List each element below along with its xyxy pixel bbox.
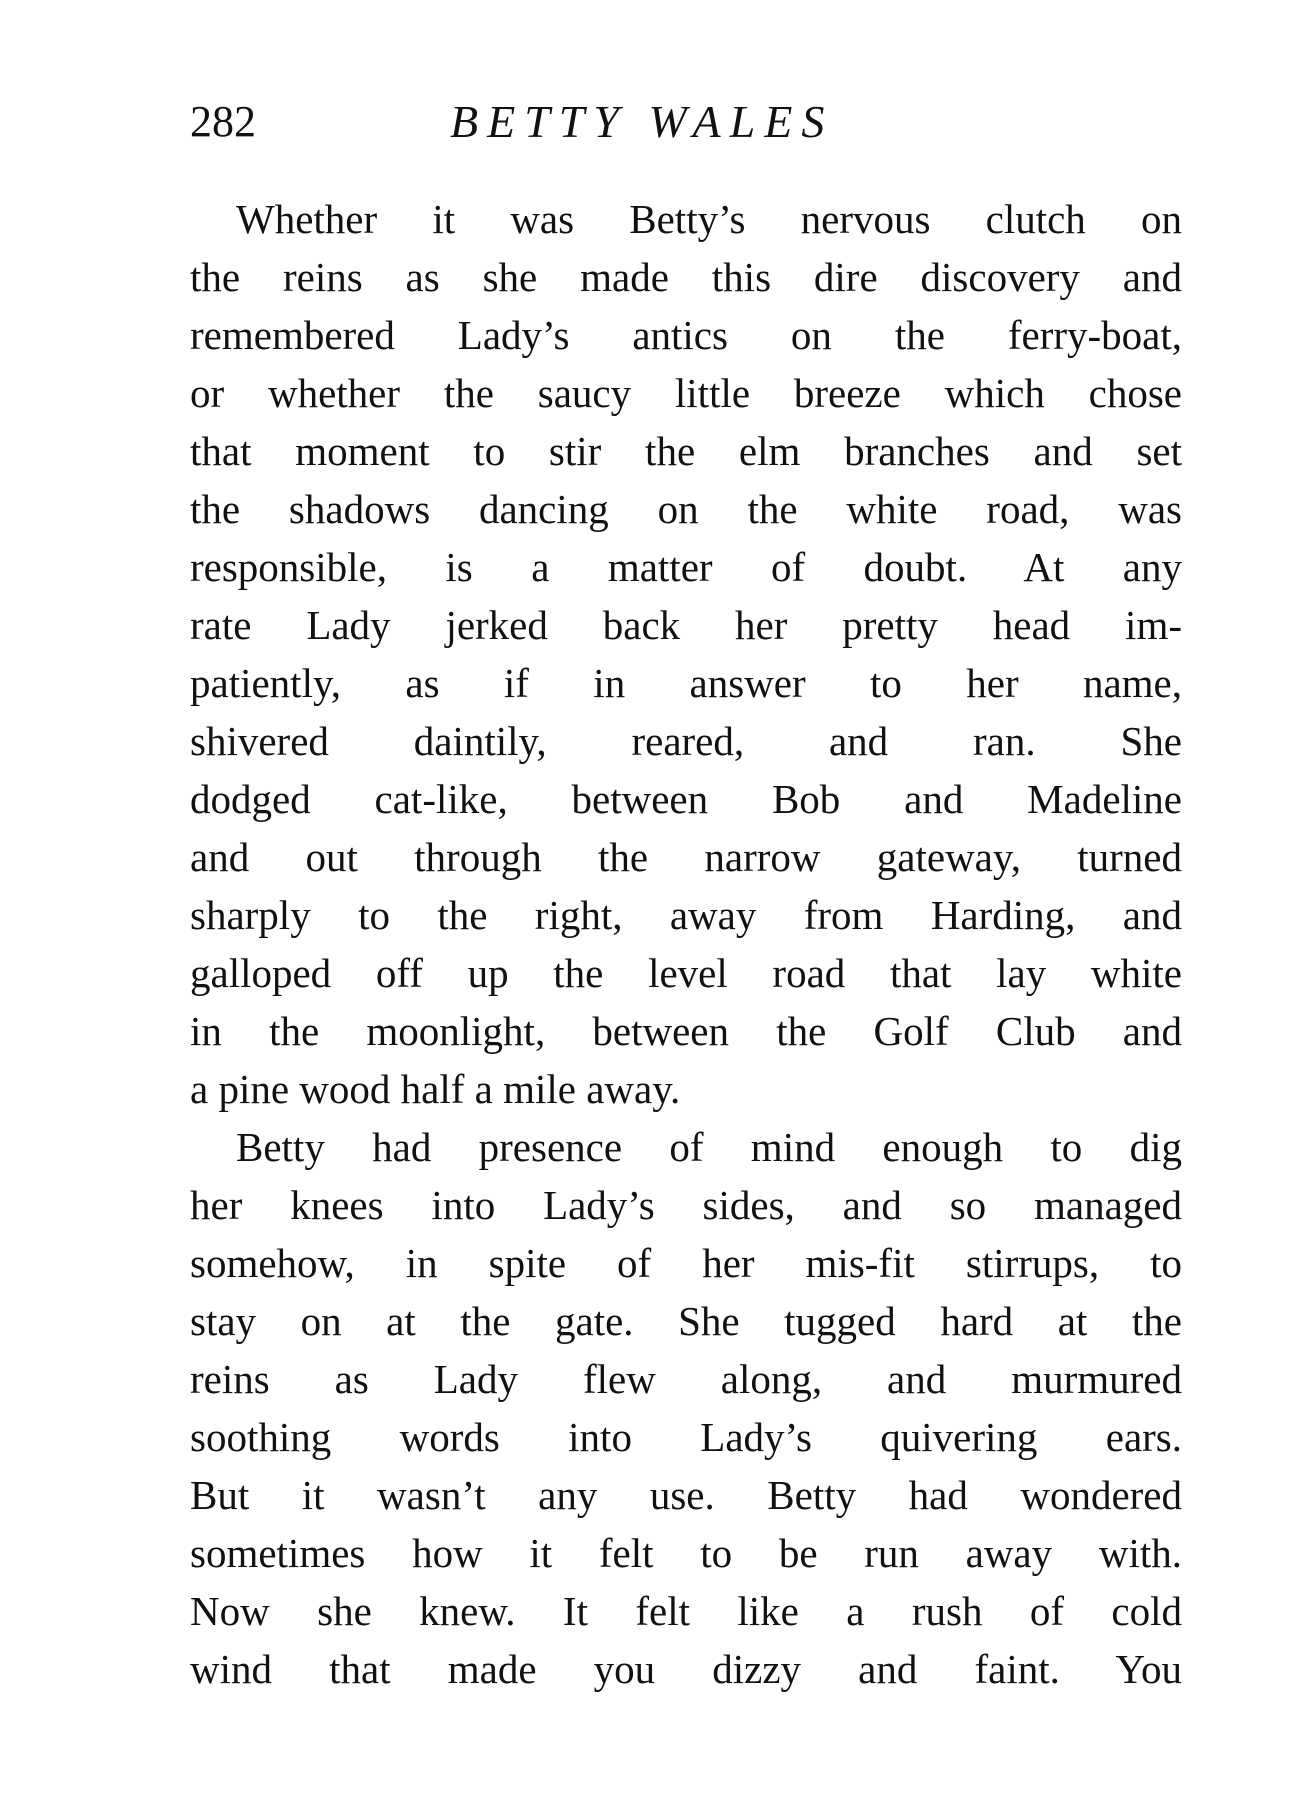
text-line: rate Lady jerked back her pretty head im- [190,602,1182,648]
text-line: stay on at the gate. She tugged hard at the [190,1298,1182,1344]
text-line: responsible, is a matter of doubt. At any [190,544,1182,590]
text-line: her knees into Lady’s sides, and so managed [190,1182,1182,1228]
running-head [190,92,1190,152]
paragraph-2 [190,1118,1182,1698]
running-title: BETTY WALES [450,96,834,147]
text-line: reins as Lady flew along, and murmured [190,1356,1182,1402]
paragraph-1 [190,190,1182,1118]
text-line: somehow, in spite of her mis-fit stirrups, to [190,1240,1182,1286]
text-line: sometimes how it felt to be run away with. [190,1530,1182,1576]
text-line: that moment to stir the elm branches and set [190,428,1182,474]
text-line: Betty had presence of mind enough to dig [236,1124,1182,1170]
text-line: shivered daintily, reared, and ran. She [190,718,1182,764]
text-line: Now she knew. It felt like a rush of cold [190,1588,1182,1634]
text-line: dodged cat-like, between Bob and Madeline [190,776,1182,822]
text-line: and out through the narrow gateway, turned [190,834,1182,880]
text-line: in the moonlight, between the Golf Club and [190,1008,1182,1054]
text-line: Whether it was Betty’s nervous clutch on [236,196,1182,242]
text-line: or whether the saucy little breeze which chose [190,370,1182,416]
text-line: sharply to the right, away from Harding, and [190,892,1182,938]
text-line: soothing words into Lady’s quivering ears. [190,1414,1182,1460]
text-line: patiently, as if in answer to her name, [190,660,1182,706]
text-line: a pine wood half a mile away. [190,1066,681,1112]
body-text [190,190,1182,1698]
text-line: the shadows dancing on the white road, was [190,486,1182,532]
text-line: the reins as she made this dire discovery and [190,254,1182,300]
text-line: But it wasn’t any use. Betty had wondered [190,1472,1182,1518]
text-line: galloped off up the level road that lay white [190,950,1182,996]
text-line: wind that made you dizzy and faint. You [190,1646,1182,1692]
page-number: 282 [190,97,256,146]
text-line: remembered Lady’s antics on the ferry-boat, [190,312,1182,358]
